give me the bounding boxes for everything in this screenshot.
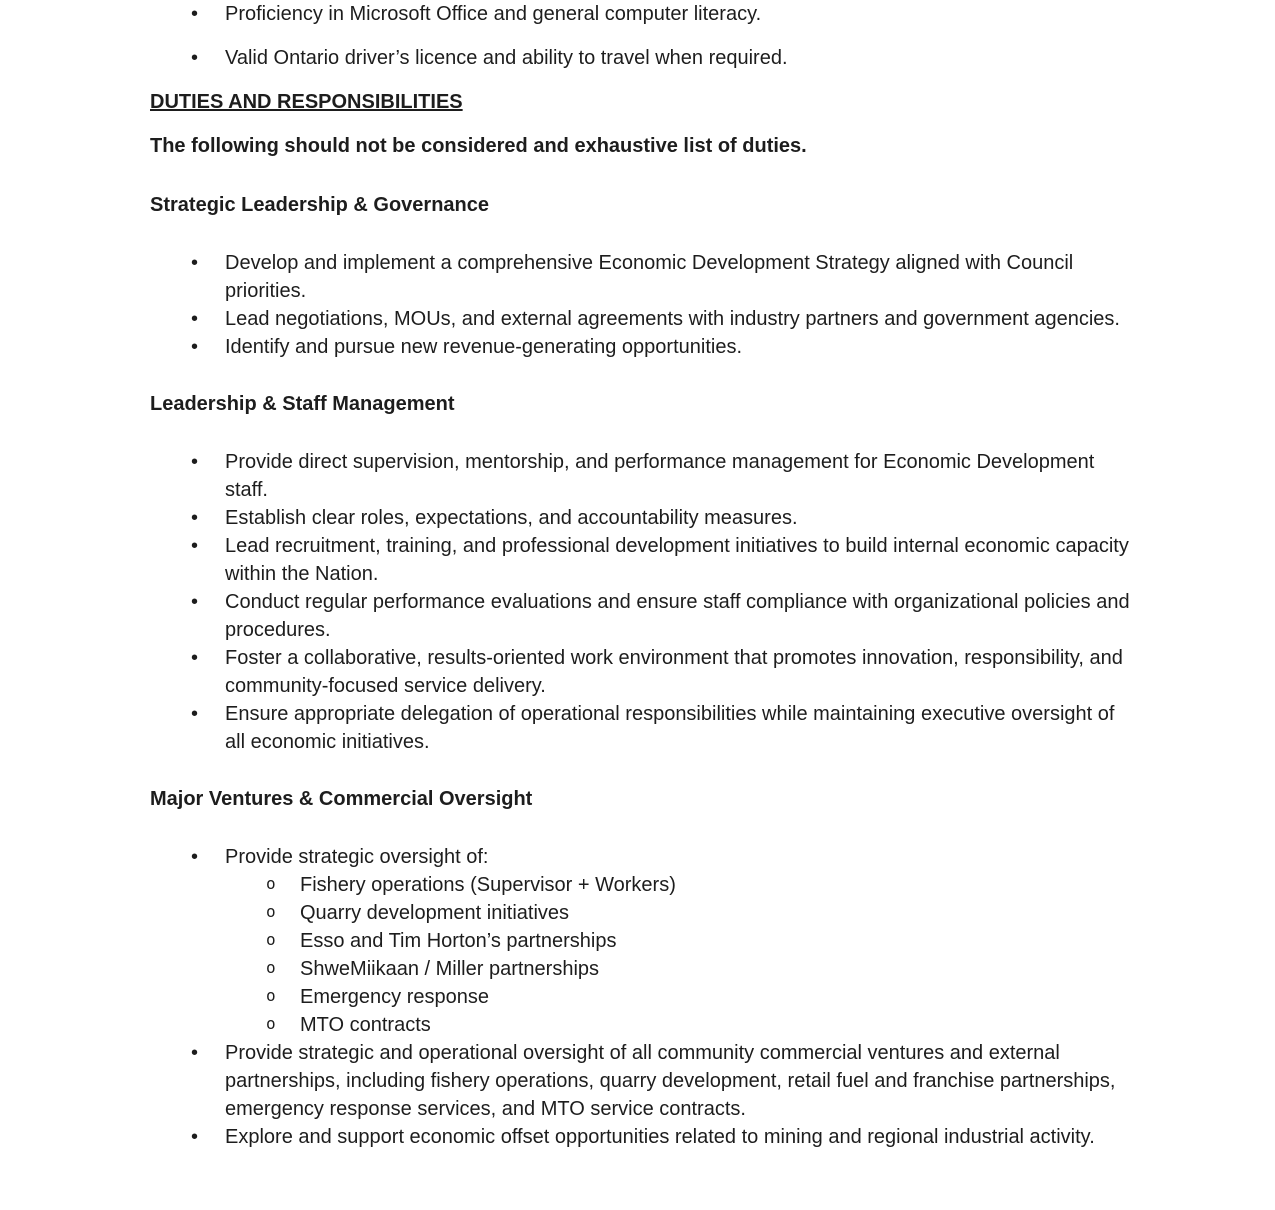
- list-item: • Proficiency in Microsoft Office and general computer literacy.: [150, 0, 1130, 28]
- sub-list-item: o Quarry development initiatives: [150, 899, 1130, 927]
- duties-note: The following should not be considered and exhaustive list of duties.: [150, 135, 807, 157]
- section-heading-duties: DUTIES AND RESPONSIBILITIES: [150, 91, 463, 113]
- list-item: • Conduct regular performance evaluations and ensure staff compliance with organizational policies and procedures.: [150, 588, 1130, 644]
- subsection-heading-major-ventures: Major Ventures & Commercial Oversight: [150, 788, 533, 810]
- list-item: • Provide direct supervision, mentorship, and performance management for Economic Development staff.: [150, 448, 1130, 504]
- subsection-heading-staff-management: Leadership & Staff Management: [150, 393, 455, 415]
- list-item: • Provide strategic and operational oversight of all community commercial ventures and external partnerships, including fishery operations, quarry development, retail fuel and franchise partnerships, emergency response services, and MTO service contracts.: [150, 1039, 1130, 1123]
- document-body: [150, 0, 1130, 1151]
- sub-list-item: o MTO contracts: [150, 1011, 1130, 1039]
- sub-list-item: o Esso and Tim Horton’s partnerships: [150, 927, 1130, 955]
- list-item: • Lead negotiations, MOUs, and external agreements with industry partners and government agencies.: [150, 305, 1130, 333]
- list-item: • Identify and pursue new revenue-generating opportunities.: [150, 333, 1130, 361]
- list-item: • Provide strategic oversight of:: [150, 843, 1130, 871]
- list-item: • Lead recruitment, training, and professional development initiatives to build internal economic capacity within the Nation.: [150, 532, 1130, 588]
- list-item: • Establish clear roles, expectations, and accountability measures.: [150, 504, 1130, 532]
- list-item: • Explore and support economic offset opportunities related to mining and regional industrial activity.: [150, 1123, 1130, 1151]
- major-ventures-bullet-list: [150, 843, 1130, 1151]
- strategic-leadership-bullet-list: [150, 249, 1130, 361]
- staff-management-bullet-list: [150, 448, 1130, 756]
- sub-list-item: o ShweMiikaan / Miller partnerships: [150, 955, 1130, 983]
- intro-bullet-list: [150, 0, 1130, 72]
- list-item: • Valid Ontario driver’s licence and ability to travel when required.: [150, 44, 1130, 72]
- sub-list-item: o Emergency response: [150, 983, 1130, 1011]
- subsection-heading-strategic-leadership: Strategic Leadership & Governance: [150, 194, 490, 216]
- sub-list-item: o Fishery operations (Supervisor + Workers): [150, 871, 1130, 899]
- list-item: • Ensure appropriate delegation of operational responsibilities while maintaining executive oversight of all economic initiatives.: [150, 700, 1130, 756]
- list-item: • Foster a collaborative, results-oriented work environment that promotes innovation, responsibility, and community-focused service delivery.: [150, 644, 1130, 700]
- list-item: • Develop and implement a comprehensive Economic Development Strategy aligned with Council priorities.: [150, 249, 1130, 305]
